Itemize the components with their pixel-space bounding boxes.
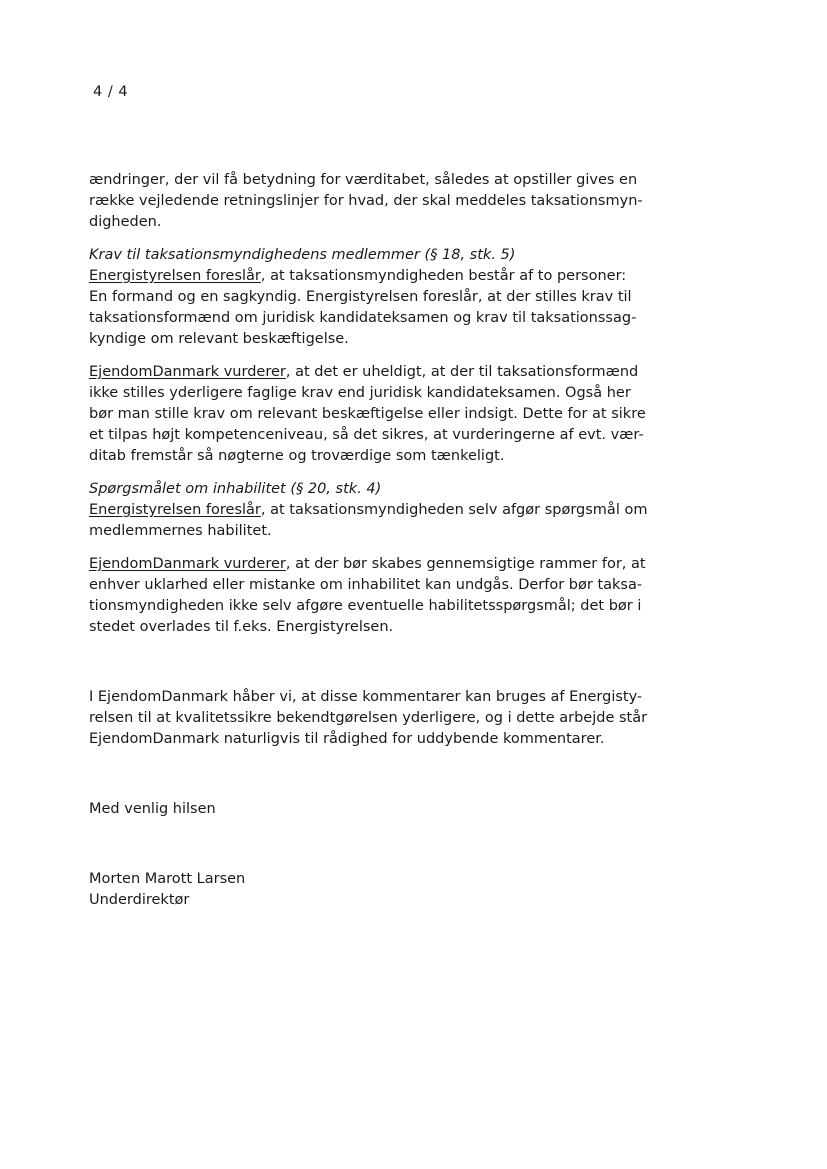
assessment-text: , at der bør skabes gennemsigtige rammer for, at enhver uklarhed eller mistanke om inhabilitet kan undgås. Derfor bør taksa- tionsmyndigheden ikke selv afgøre eventuelle habilitetsspørgsmål; det bør i stedet overlades til f.eks. Energistyrelsen. — [89, 556, 646, 635]
proposal-text: , at taksationsmyndigheden selv afgør spørgsmål om medlemmernes habilitet. — [89, 502, 648, 539]
section-members-proposal — [89, 266, 689, 350]
page-number: 4 / 4 — [93, 84, 129, 100]
proposal-text: , at taksationsmyndigheden består af to personer: En formand og en sagkyndig. Energistyrelsen foreslår, at der stilles krav til taksationsformænd om juridisk kandidateksamen og krav til taksationssag- kyndige om relevant beskæftigelse. — [89, 268, 637, 347]
proposal-lead: Energistyrelsen foreslår — [89, 268, 261, 284]
assessment-lead: EjendomDanmark vurderer — [89, 556, 286, 572]
letter-body — [89, 170, 689, 911]
section-inhabilitet-assessment — [89, 554, 689, 638]
signature-name: Morten Marott Larsen — [89, 871, 246, 887]
intro-paragraph: ændringer, der vil få betydning for værditabet, således at opstiller gives en række vejledende retningslinjer for hvad, der skal meddeles taksationsmyn- digheden. — [89, 172, 643, 230]
section-heading-members: Krav til taksationsmyndighedens medlemmer (§ 18, stk. 5) — [89, 247, 516, 263]
signature-title: Underdirektør — [89, 892, 190, 908]
closing-paragraph: I EjendomDanmark håber vi, at disse kommentarer kan bruges af Energisty- relsen til at kvalitetssikre bekendtgørelsen yderligere, og i dette arbejde står EjendomDanmark naturligvis til rådighed for uddybende kommentarer. — [89, 689, 648, 747]
proposal-lead: Energistyrelsen foreslår — [89, 502, 261, 518]
greeting: Med venlig hilsen — [89, 801, 216, 817]
assessment-lead: EjendomDanmark vurderer — [89, 364, 286, 380]
assessment-text: , at det er uheldigt, at der til taksationsformænd ikke stilles yderligere faglige krav end juridisk kandidateksamen. Også her bør man stille krav om relevant beskæftigelse eller indsigt. Dette for at sikre et tilpas højt kompetenceniveau, så det sikres, at vurderingerne af evt. vær- ditab fremstår så nøgterne og troværdige som tænkeligt. — [89, 364, 646, 464]
section-inhabilitet-proposal — [89, 500, 689, 542]
section-heading-inhabilitet: Spørgsmålet om inhabilitet (§ 20, stk. 4) — [89, 481, 382, 497]
section-members-assessment — [89, 362, 689, 467]
